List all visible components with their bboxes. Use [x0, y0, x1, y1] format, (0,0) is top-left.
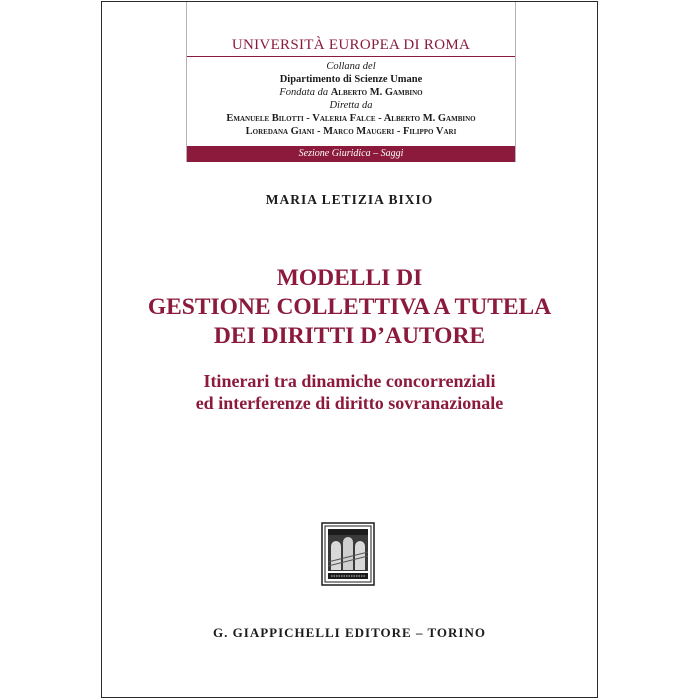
publisher-emblem-icon: [321, 522, 375, 586]
directors-line-1: Emanuele Bilotti - Valeria Falce - Alberto M. Gambino: [226, 113, 476, 124]
founded-label: Fondata da: [279, 87, 329, 98]
book-subtitle: [102, 370, 597, 414]
book-title: [102, 264, 597, 351]
university-rule: [187, 56, 515, 57]
title-line-1: MODELLI DI: [276, 265, 423, 291]
subtitle-line-2: ed interferenze di diritto sovranazionale: [195, 393, 504, 413]
university-name: UNIVERSITÀ EUROPEA DI ROMA: [231, 37, 471, 53]
title-line-2: GESTIONE COLLETTIVA A TUTELA: [147, 294, 552, 320]
author-name: MARIA LETIZIA BIXIO: [265, 192, 434, 207]
book-cover: [101, 1, 598, 698]
publisher-name: G. GIAPPICHELLI EDITORE – TORINO: [213, 625, 486, 640]
title-line-3: DEI DIRITTI D’AUTORE: [213, 323, 486, 349]
collana-label: Collana del: [326, 61, 376, 72]
founder-name: Alberto M. Gambino: [330, 87, 423, 98]
directed-label: Diretta da: [329, 100, 373, 111]
department-name: Dipartimento di Scienze Umane: [279, 74, 423, 85]
directors-line-2: Loredana Giani - Marco Maugeri - Filippo Vari: [245, 126, 457, 137]
section-band: Sezione Giuridica – Saggi: [187, 146, 515, 162]
founded-line: [187, 86, 515, 99]
subtitle-line-1: Itinerari tra dinamiche concorrenziali: [203, 371, 496, 391]
series-box: [186, 2, 516, 162]
series-info: [187, 36, 515, 138]
